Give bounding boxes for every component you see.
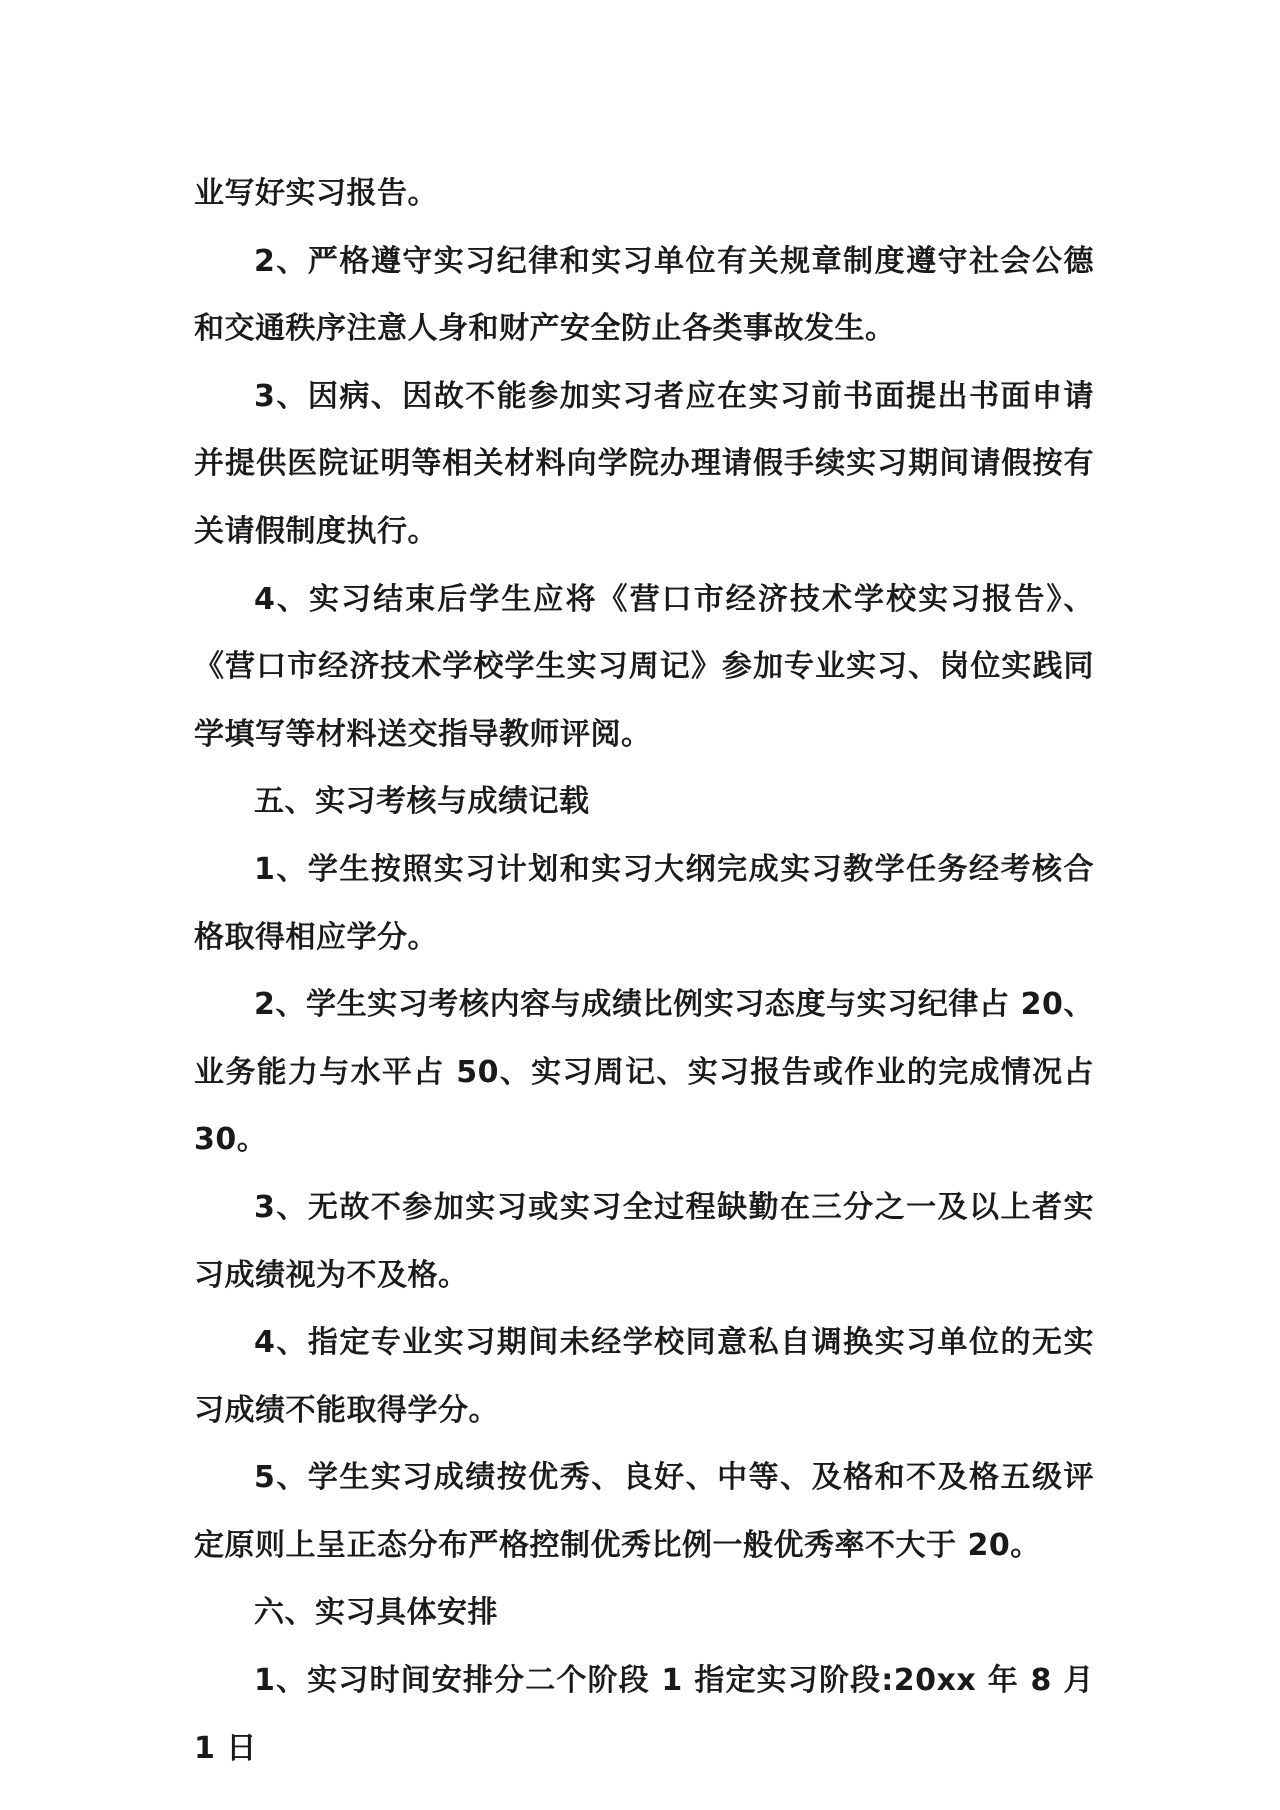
paragraph: 4、实习结束后学生应将《营口市经济技术学校实习报告》、《营口市经济技术学校学生实习周记》参加专业实习、岗位实践同学填写等材料送交指导教师评阅。	[194, 581, 1094, 752]
paragraph: 5、学生实习成绩按优秀、良好、中等、及格和不及格五级评定原则上呈正态分布严格控制优秀比例一般优秀率不大于 20。	[194, 1460, 1094, 1563]
paragraph: 3、因病、因故不能参加实习者应在实习前书面提出书面申请并提供医院证明等相关材料向学院办理请假手续实习期间请假按有关请假制度执行。	[194, 378, 1094, 549]
document-body	[194, 160, 1094, 1782]
paragraph: 4、指定专业实习期间未经学校同意私自调换实习单位的无实习成绩不能取得学分。	[194, 1325, 1094, 1428]
paragraph: 业写好实习报告。	[194, 176, 438, 211]
paragraph: 3、无故不参加实习或实习全过程缺勤在三分之一及以上者实习成绩视为不及格。	[194, 1189, 1094, 1293]
paragraph: 2、严格遵守实习纪律和实习单位有关规章制度遵守社会公德和交通秩序注意人身和财产安全防止各类事故发生。	[194, 243, 1094, 347]
paragraph: 1、学生按照实习计划和实习大纲完成实习教学任务经考核合格取得相应学分。	[194, 851, 1094, 955]
section-heading: 六、实习具体安排	[254, 1595, 498, 1631]
section-heading: 五、实习考核与成绩记载	[254, 784, 590, 820]
paragraph: 1、实习时间安排分二个阶段 1 指定实习阶段:20xx 年 8 月 1 日	[194, 1663, 1094, 1766]
paragraph: 2、学生实习考核内容与成绩比例实习态度与实习纪律占 20、业务能力与水平占 50、实习周记、实习报告或作业的完成情况占 30。	[194, 987, 1094, 1158]
